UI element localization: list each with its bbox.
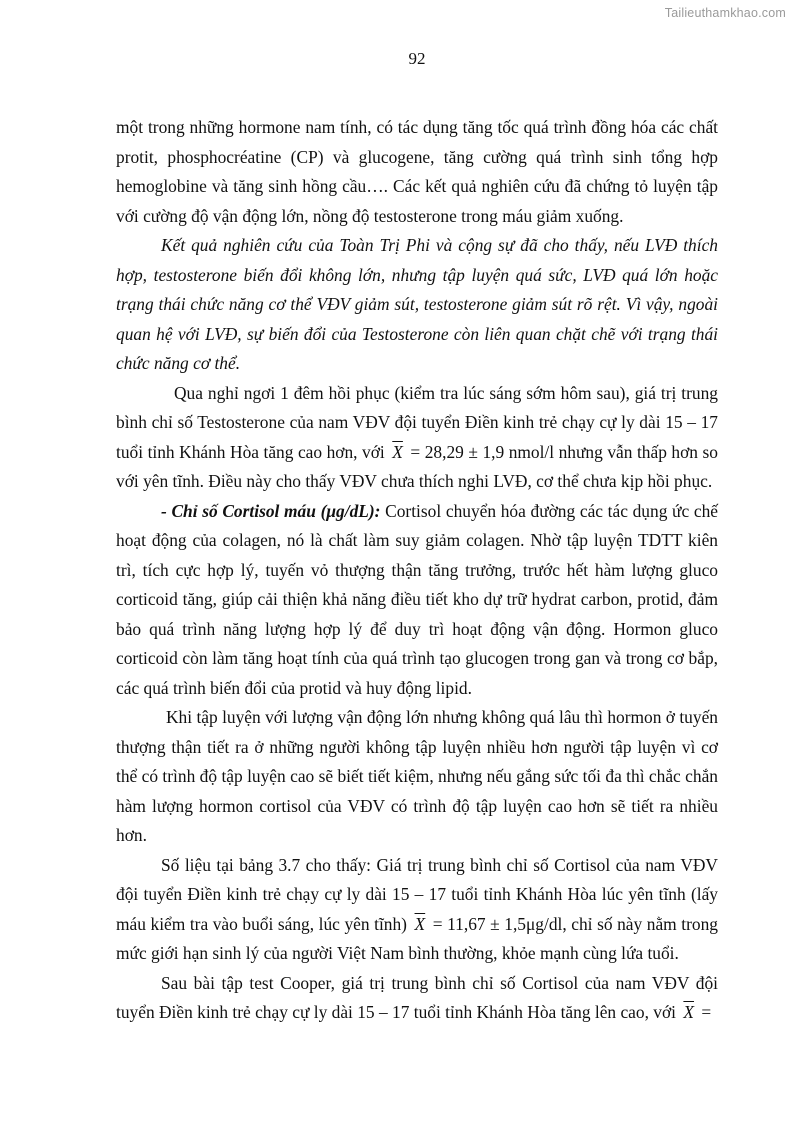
table-text-end: = 11,67 ± 1,5μg/dl, chỉ số này nằm trong mức giới hạn sinh lý của người Việt Nam bình thường, khỏe mạnh cùng lứa tuổi. (116, 913, 718, 963)
table-text-start: Số liệu tại bảng 3.7 cho thấy: Giá trị trung bình chỉ số Cortisol của nam VĐV đội tuyển Điền kinh trẻ chạy cự ly dài 15 – 17 tuổi tỉnh Khánh Hòa lúc yên tĩnh (lấy máu kiểm tra vào buổi sáng, lúc yên tĩnh) (116, 854, 718, 934)
cooper-text-start: Sau bài tập test Cooper, giá trị trung bình chỉ số Cortisol của nam VĐV đội tuyển Điền kinh trẻ chạy cự ly dài 15 – 17 tuổi tỉnh Khánh Hòa tăng lên cao, với (116, 972, 718, 1022)
paragraph-testosterone-recovery (116, 379, 718, 497)
page-number: 92 (408, 49, 426, 68)
document-body (116, 113, 718, 1028)
paragraph-table-3-7 (116, 851, 718, 969)
paragraph-cortisol (116, 497, 718, 704)
watermark: Tailieuthamkhao.com (664, 6, 786, 20)
mean-symbol: $\overline{X}$ (414, 913, 426, 934)
paragraph-research-quote: Kết quả nghiên cứu của Toàn Trị Phi và cộng sự đã cho thấy, nếu LVĐ thích hợp, testosterone biến đổi không lớn, nhưng tập luyện quá sức, LVĐ quá lớn hoặc trạng thái chức năng cơ thể VĐV giảm sút, testosterone giảm sút rõ rệt. Vì vậy, ngoài quan hệ với LVĐ, sự biến đổi của Testosterone còn liên quan chặt chẽ với trạng thái chức năng cơ thể. (116, 235, 718, 373)
cortisol-heading: - Chỉ số Cortisol máu (μg/dL): (161, 500, 381, 521)
cortisol-body: Cortisol chuyển hóa đường các tác dụng ức chế hoạt động của colagen, nó là chất làm suy giảm colagen. Nhờ tập luyện TDTT kiên trì, tích cực hợp lý, tuyến vỏ thượng thận tăng trưởng, trước hết hàm lượng gluco corticoid tăng, giúp cải thiện khả năng điều tiết kho dự trữ hydrat carbon, protid, đảm bảo quá trình năng lượng hợp lý để duy trì hoạt động vận động. Hormon gluco corticoid còn làm tăng hoạt tính của quá trình tạo glucogen trong gan và trong cơ bắp, các quá trình biến đổi của protid và huy động lipid. (116, 500, 718, 698)
mean-symbol: $\overline{X}$ (683, 1002, 695, 1022)
cooper-text-end: = (701, 1002, 712, 1022)
testosterone-text-end: = 28,29 ± 1,9 nmol/l nhưng vẫn thấp hơn so với yên tĩnh. Điều này cho thấy VĐV chưa thích nghi LVĐ, cơ thể chưa kịp hồi phục. (116, 441, 718, 491)
paragraph-cooper-test (116, 969, 718, 1028)
paragraph-training-load: Khi tập luyện với lượng vận động lớn nhưng không quá lâu thì hormon ở tuyến thượng thận tiết ra ở những người không tập luyện nhiều hơn người tập luyện vì cơ thể có trình độ tập luyện cao sẽ biết tiết kiệm, nhưng nếu gắng sức tối đa thì chắc chắn hàm lượng hormon cortisol của VĐV có trình độ tập luyện cao hơn sẽ tiết ra nhiều hơn. (116, 707, 718, 845)
mean-symbol: $\overline{X}$ (392, 441, 403, 462)
testosterone-text-start: Qua nghỉ ngơi 1 đêm hồi phục (kiểm tra lúc sáng sớm hôm sau), giá trị trung bình chỉ số Testosterone của nam VĐV đội tuyển Điền kinh trẻ chạy cự ly dài 15 – 17 tuổi tỉnh Khánh Hòa tăng cao hơn, với (116, 382, 718, 462)
paragraph-hormone-intro: một trong những hormone nam tính, có tác dụng tăng tốc quá trình đồng hóa các chất protit, phosphocréatine (CP) và glucogene, tăng cường quá trình sinh tổng hợp hemoglobine và tăng sinh hồng cầu…. Các kết quả nghiên cứu đã chứng tỏ luyện tập với cường độ vận động lớn, nồng độ testosterone trong máu giảm xuống. (116, 117, 718, 226)
